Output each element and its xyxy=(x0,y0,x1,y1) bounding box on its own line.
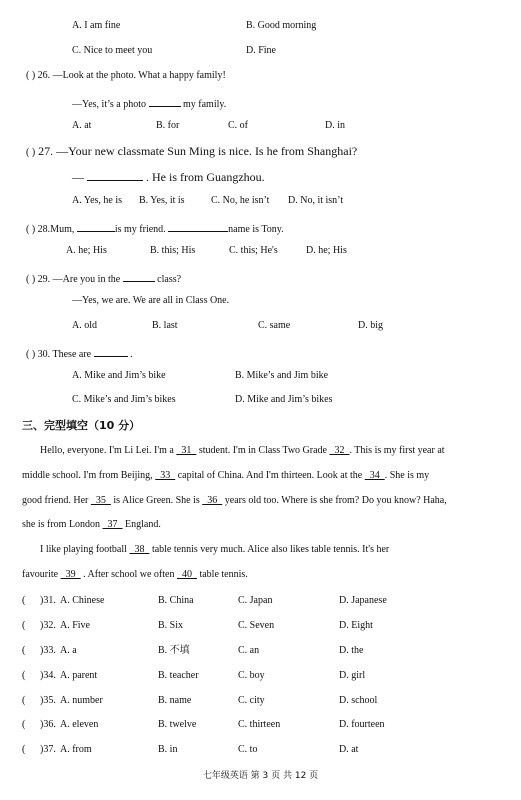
passage-text: . After school we often xyxy=(83,569,175,580)
question-text: class? xyxy=(157,274,182,285)
passage-text: good friend. Her xyxy=(22,495,89,506)
option-c: C. boy xyxy=(238,670,265,681)
question-number: 29. xyxy=(37,274,51,285)
option-a: A. from xyxy=(60,744,92,755)
q30-stem xyxy=(26,346,133,360)
fill-blank[interactable] xyxy=(149,96,181,107)
passage-text: . She is my xyxy=(384,470,430,481)
option-c: C. Seven xyxy=(238,620,275,631)
option-b: B. teacher xyxy=(158,670,199,681)
fill-blank[interactable] xyxy=(87,170,143,181)
passage-line xyxy=(40,446,445,456)
blank-38[interactable]: 38 xyxy=(129,544,150,555)
fill-blank[interactable] xyxy=(77,221,115,232)
question-number: )32. xyxy=(40,620,56,631)
question-number: 26. xyxy=(37,70,51,81)
answer-paren: ( xyxy=(22,645,26,656)
passage-text: capital of China. And I'm thirteen. Look at the xyxy=(177,470,363,481)
q29-reply: —Yes, we are. We are all in Class One. xyxy=(72,295,230,306)
passage-text: she is from London xyxy=(22,519,101,530)
option-b: B. in xyxy=(158,744,178,755)
q27-option-c: C. No, he isn’t xyxy=(211,195,270,206)
answer-paren: ( xyxy=(22,670,26,681)
blank-31[interactable]: 31 xyxy=(176,445,197,456)
option-b: B. China xyxy=(158,595,194,606)
blank-39[interactable]: 39 xyxy=(60,569,81,580)
option-a: A. Chinese xyxy=(60,595,105,606)
q27-stem xyxy=(26,145,357,158)
question-number: )35. xyxy=(40,695,56,706)
question-text: —Look at the photo. What a happy family! xyxy=(52,70,226,81)
option-a: A. Five xyxy=(60,620,90,631)
passage-text: table tennis. xyxy=(199,569,248,580)
q26-reply xyxy=(72,96,226,110)
q30-option-a: A. Mike and Jim’s bike xyxy=(72,370,166,381)
q29-option-d: D. big xyxy=(358,320,383,331)
option-d: D. Eight xyxy=(339,620,373,631)
blank-32[interactable]: 32 xyxy=(329,445,350,456)
blank-40[interactable]: 40 xyxy=(176,569,197,580)
answer-paren: ( ) xyxy=(26,349,36,360)
passage-text: years old too. Where is she from? Do you know? Haha, xyxy=(224,495,447,506)
question-number: 30. xyxy=(37,349,51,360)
q28-option-c: C. this; He's xyxy=(229,245,278,256)
question-text: name is Tony. xyxy=(228,224,284,235)
passage-text: I like playing football xyxy=(40,544,127,555)
q27-option-a: A. Yes, he is xyxy=(72,195,123,206)
option-a: A. parent xyxy=(60,670,98,681)
answer-paren: ( xyxy=(22,744,26,755)
answer-paren: ( ) xyxy=(26,147,36,158)
q26-stem xyxy=(26,71,226,81)
answer-paren: ( xyxy=(22,719,26,730)
fill-blank[interactable] xyxy=(123,271,155,282)
question-text: . xyxy=(130,349,133,360)
option-d: D. school xyxy=(339,695,378,706)
option-c: C. thirteen xyxy=(238,719,281,730)
passage-line xyxy=(22,496,447,506)
blank-33[interactable]: 33 xyxy=(155,470,176,481)
passage-line xyxy=(22,471,429,481)
blank-34[interactable]: 34 xyxy=(364,470,385,481)
passage-text: student. I'm in Class Two Grade xyxy=(198,445,327,456)
option-c: C. Japan xyxy=(238,595,273,606)
passage-text: table tennis very much. Alice also likes table tennis. It's her xyxy=(151,544,390,555)
q29-option-b: B. last xyxy=(152,320,178,331)
question-number: )33. xyxy=(40,645,56,656)
q27-reply xyxy=(72,170,265,183)
q29-stem xyxy=(26,271,181,285)
passage-line xyxy=(22,570,248,580)
reply-text: — xyxy=(72,170,84,184)
q25-option-c: C. Nice to meet you xyxy=(72,45,153,56)
option-c: C. to xyxy=(238,744,258,755)
passage-text: . This is my first year at xyxy=(349,445,445,456)
q28-option-a: A. he; His xyxy=(66,245,107,256)
question-number: )31. xyxy=(40,595,56,606)
option-b: B. Six xyxy=(158,620,184,631)
option-a: A. eleven xyxy=(60,719,99,730)
option-a: A. a xyxy=(60,645,77,656)
question-text: —Your new classmate Sun Ming is nice. Is he from Shanghai? xyxy=(56,144,358,158)
answer-paren: ( ) xyxy=(26,274,36,285)
q28-option-d: D. he; His xyxy=(306,245,347,256)
passage-text: favourite xyxy=(22,569,59,580)
fill-blank[interactable] xyxy=(168,221,228,232)
question-text: —Are you in the xyxy=(52,274,121,285)
question-text: 28.Mum, xyxy=(37,224,75,235)
reply-text: my family. xyxy=(183,99,227,110)
section-heading: 三、完型填空（10 分） xyxy=(22,419,141,432)
q26-option-b: B. for xyxy=(156,120,180,131)
option-d: D. the xyxy=(339,645,364,656)
option-d: D. at xyxy=(339,744,359,755)
reply-text: —Yes, it’s a photo xyxy=(72,99,146,110)
q26-option-d: D. in xyxy=(325,120,345,131)
q25-option-a: A. I am fine xyxy=(72,20,121,31)
question-number: )36. xyxy=(40,719,56,730)
answer-paren: ( xyxy=(22,620,26,631)
q30-option-c: C. Mike’s and Jim’s bikes xyxy=(72,394,176,405)
q29-option-a: A. old xyxy=(72,320,97,331)
option-d: D. girl xyxy=(339,670,366,681)
option-b: B. name xyxy=(158,695,192,706)
q30-option-b: B. Mike’s and Jim bike xyxy=(235,370,329,381)
answer-paren: ( xyxy=(22,695,26,706)
answer-paren: ( ) xyxy=(26,224,36,235)
blank-37[interactable]: 37 xyxy=(102,519,123,530)
option-c: C. city xyxy=(238,695,265,706)
answer-paren: ( ) xyxy=(26,70,36,81)
passage-text: is Alice Green. She is xyxy=(113,495,200,506)
fill-blank[interactable] xyxy=(94,346,128,357)
blank-36[interactable]: 36 xyxy=(202,495,223,506)
option-d: D. fourteen xyxy=(339,719,385,730)
option-b: B. twelve xyxy=(158,719,197,730)
q29-option-c: C. same xyxy=(258,320,291,331)
reply-text: . He is from Guangzhou. xyxy=(146,170,265,184)
q28-option-b: B. this; His xyxy=(150,245,196,256)
passage-text: Hello, everyone. I'm Li Lei. I'm a xyxy=(40,445,174,456)
q25-option-d: D. Fine xyxy=(246,45,276,56)
question-number: )37. xyxy=(40,744,56,755)
q26-option-a: A. at xyxy=(72,120,92,131)
q26-option-c: C. of xyxy=(228,120,248,131)
question-number: )34. xyxy=(40,670,56,681)
passage-text: England. xyxy=(125,519,161,530)
option-b: B. 不填 xyxy=(158,645,190,656)
q28-stem xyxy=(26,221,284,235)
q27-option-d: D. No, it isn’t xyxy=(288,195,344,206)
option-d: D. Japanese xyxy=(339,595,387,606)
q25-option-b: B. Good morning xyxy=(246,20,317,31)
question-number: 27. xyxy=(38,144,54,158)
blank-35[interactable]: 35 xyxy=(90,495,111,506)
passage-line xyxy=(22,520,161,530)
option-c: C. an xyxy=(238,645,260,656)
q27-option-b: B. Yes, it is xyxy=(139,195,185,206)
passage-line xyxy=(40,545,389,555)
answer-paren: ( xyxy=(22,595,26,606)
question-text: is my friend. xyxy=(114,224,166,235)
passage-text: middle school. I'm from Beijing, xyxy=(22,470,153,481)
option-a: A. number xyxy=(60,695,103,706)
q30-option-d: D. Mike and Jim’s bikes xyxy=(235,394,333,405)
question-text: These are xyxy=(52,349,92,360)
page-footer: 七年级英语 第 3 页 共 12 页 xyxy=(202,771,319,781)
